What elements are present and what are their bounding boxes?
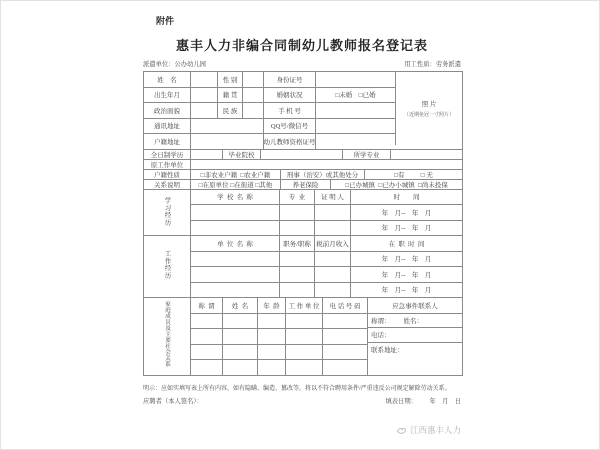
table-row bbox=[144, 133, 395, 149]
time-range-cell: 年 月-- 年 月 bbox=[350, 221, 462, 236]
work-rows bbox=[190, 236, 462, 297]
blank-cell bbox=[190, 360, 222, 375]
blank-cell bbox=[322, 329, 367, 344]
relation-header: 称 谓 bbox=[190, 298, 222, 313]
blank-cell bbox=[190, 329, 222, 344]
blank-cell bbox=[190, 252, 279, 267]
work-section bbox=[144, 235, 462, 297]
fill-date-label: 填表日期： 年 月 日 bbox=[385, 398, 461, 405]
birth-label: 出生年月 bbox=[154, 92, 180, 100]
phone-header: 电 话 号 码 bbox=[322, 298, 367, 313]
table-row bbox=[190, 282, 462, 298]
blank-cell bbox=[285, 314, 322, 329]
table-row bbox=[190, 359, 367, 375]
blank-cell bbox=[242, 103, 263, 118]
blank-cell bbox=[257, 360, 285, 375]
blank-cell bbox=[190, 267, 279, 282]
table-row bbox=[144, 87, 395, 103]
tenure-header: 在 职 时 间 bbox=[350, 236, 462, 251]
family-section bbox=[144, 297, 462, 375]
unit-name-header: 单 位 名 称 bbox=[190, 236, 279, 251]
blank-cell bbox=[279, 252, 314, 267]
blank-cell bbox=[279, 283, 314, 298]
blank-cell bbox=[390, 150, 462, 159]
form-title: 惠丰人力非编合同制幼儿教师报名登记表 bbox=[175, 38, 428, 53]
native-place-label: 籍 贯 bbox=[217, 88, 242, 103]
blank-cell bbox=[222, 329, 257, 344]
blank-cell bbox=[222, 345, 257, 360]
gender-label: 性 别 bbox=[217, 72, 242, 87]
time-range-cell: 年 月-- 年 月 bbox=[350, 205, 462, 220]
emergency-phone: 电话： bbox=[368, 327, 462, 342]
photo-cell bbox=[395, 72, 462, 145]
watermark bbox=[396, 424, 461, 436]
blank-cell bbox=[190, 88, 217, 103]
blank-cell bbox=[257, 345, 285, 360]
blank-cell bbox=[190, 345, 222, 360]
comm-address-label: 通讯地址 bbox=[154, 123, 180, 131]
marital-options: □未婚 □已婚 bbox=[315, 88, 395, 103]
blank-cell bbox=[190, 150, 222, 159]
major-label: 所学专业 bbox=[342, 150, 390, 159]
teacher-cert-label: 幼儿教师资格证号 bbox=[263, 134, 315, 149]
reference-header: 证 明 人 bbox=[314, 190, 350, 205]
blank-cell bbox=[315, 103, 395, 118]
basic-info-section bbox=[144, 72, 462, 149]
qq-wechat-label: QQ号/微信号 bbox=[263, 119, 315, 134]
blank-cell bbox=[190, 160, 462, 169]
blank-cell bbox=[314, 205, 350, 220]
table-row bbox=[190, 313, 367, 329]
blank-cell bbox=[315, 119, 395, 134]
blank-cell bbox=[190, 103, 217, 118]
job-title-header: 职务/职称 bbox=[279, 236, 314, 251]
income-header: 税前月收入 bbox=[314, 236, 350, 251]
form-subheader bbox=[143, 59, 461, 68]
blank-cell bbox=[257, 314, 285, 329]
blank-cell bbox=[190, 221, 279, 236]
name-label: 姓 名 bbox=[157, 76, 177, 84]
blank-cell bbox=[222, 360, 257, 375]
work-unit-header: 工 作 单 位 bbox=[285, 298, 322, 313]
pension-options: □已办城镇 □已办小城镇 □尚未投保 bbox=[330, 180, 462, 189]
education-label: 全日制学历 bbox=[150, 151, 184, 159]
relation-label: 关系说明 bbox=[154, 181, 180, 189]
blank-cell bbox=[315, 72, 395, 87]
blank-cell bbox=[242, 72, 263, 87]
criminal-options: □有 □ 无 bbox=[364, 170, 462, 179]
work-section-label: 工作经历 bbox=[163, 250, 171, 280]
age-header: 年 龄 bbox=[257, 298, 285, 313]
mobile-label: 手 机 号 bbox=[263, 103, 315, 118]
registration-table bbox=[143, 71, 463, 376]
table-row bbox=[190, 190, 462, 205]
relation-options: □在原单位 □在街道 □其他 bbox=[190, 180, 280, 189]
blank-cell bbox=[314, 221, 350, 236]
disclaimer-note: 明示：应如实填写表上所有内容，如有隐瞒、编造、篡改等，将以不符合聘用条件/严重违反公司规定解除劳动关系。 bbox=[143, 386, 451, 392]
attachment-label: 附件 bbox=[156, 16, 175, 26]
basic-info-left bbox=[144, 72, 395, 149]
time-range-cell: 年 月-- 年 月 bbox=[350, 252, 462, 267]
blank-cell bbox=[315, 134, 395, 149]
id-number-label: 身份证号 bbox=[263, 72, 315, 87]
college-label: 毕业院校 bbox=[222, 150, 260, 159]
blank-cell bbox=[190, 205, 279, 220]
blank-cell bbox=[322, 345, 367, 360]
blank-cell bbox=[322, 360, 367, 375]
table-row bbox=[144, 102, 395, 118]
employment-nature-label: 用工性质：劳务派遣 bbox=[404, 61, 461, 68]
huifeng-logo-icon bbox=[396, 425, 407, 436]
former-employer-row bbox=[144, 159, 462, 169]
name-header: 姓 名 bbox=[222, 298, 257, 313]
education-row bbox=[144, 149, 462, 159]
political-label: 政治面貌 bbox=[154, 107, 180, 115]
household-type-row bbox=[144, 169, 462, 179]
marital-label: 婚姻状况 bbox=[263, 88, 315, 103]
study-section bbox=[144, 189, 462, 236]
table-row bbox=[190, 204, 462, 220]
blank-cell bbox=[190, 314, 222, 329]
photo-note: （近期免冠一寸照片） bbox=[403, 112, 454, 118]
household-address-label: 户籍地址 bbox=[154, 138, 180, 146]
blank-cell bbox=[190, 72, 217, 87]
family-rows bbox=[190, 298, 367, 375]
emergency-contact-column bbox=[367, 298, 462, 375]
signature-row bbox=[143, 396, 461, 405]
dispatch-unit-label: 派遣单位：公办幼儿园 bbox=[143, 61, 206, 68]
blank-cell bbox=[190, 283, 279, 298]
table-row bbox=[144, 72, 395, 87]
criminal-label: 刑事（治安）或其他处分 bbox=[280, 170, 364, 179]
blank-cell bbox=[314, 267, 350, 282]
table-row bbox=[190, 328, 367, 344]
blank-cell bbox=[279, 267, 314, 282]
former-employer-label: 原工作单位 bbox=[150, 161, 184, 169]
blank-cell bbox=[260, 150, 342, 159]
blank-cell bbox=[285, 345, 322, 360]
pension-label: 养老保险 bbox=[280, 180, 330, 189]
relation-row bbox=[144, 179, 462, 189]
emergency-header: 应急事件联系人 bbox=[392, 302, 438, 310]
time-range-cell: 年 月-- 年 月 bbox=[350, 267, 462, 282]
signature-label: 应聘者（本人签名）： bbox=[143, 398, 203, 405]
blank-cell bbox=[314, 252, 350, 267]
blank-cell bbox=[322, 314, 367, 329]
study-rows bbox=[190, 190, 462, 236]
blank-cell bbox=[285, 329, 322, 344]
table-row bbox=[190, 298, 367, 313]
table-row bbox=[144, 118, 395, 134]
school-name-header: 学 校 名 称 bbox=[190, 190, 279, 205]
blank-cell bbox=[242, 88, 263, 103]
emergency-relation-name: 称谓： 姓名： bbox=[368, 313, 462, 328]
blank-cell bbox=[279, 205, 314, 220]
blank-cell bbox=[257, 329, 285, 344]
table-row bbox=[190, 266, 462, 282]
table-row bbox=[190, 344, 367, 360]
blank-cell bbox=[285, 360, 322, 375]
table-row bbox=[190, 251, 462, 267]
household-type-label: 户籍性质 bbox=[154, 171, 180, 179]
table-row bbox=[190, 236, 462, 251]
ethnic-label: 民 族 bbox=[217, 103, 242, 118]
time-header: 时 间 bbox=[350, 190, 462, 205]
photo-label: 照 片 bbox=[421, 100, 437, 108]
time-range-cell: 年 月-- 年 月 bbox=[350, 283, 462, 298]
family-section-label: 家庭成员及主要社会关系 bbox=[163, 301, 170, 368]
blank-cell bbox=[314, 283, 350, 298]
study-section-label: 学习经历 bbox=[163, 196, 171, 226]
household-type-options: □非农业户籍 □农业户籍 bbox=[190, 170, 280, 179]
blank-cell bbox=[222, 314, 257, 329]
emergency-address: 联系地址： bbox=[368, 342, 462, 371]
blank-cell bbox=[190, 134, 263, 149]
watermark-text: 江西惠丰人力 bbox=[409, 425, 461, 435]
blank-cell bbox=[279, 221, 314, 236]
blank-cell bbox=[190, 119, 263, 134]
major-header: 专 业 bbox=[279, 190, 314, 205]
table-row bbox=[190, 220, 462, 236]
